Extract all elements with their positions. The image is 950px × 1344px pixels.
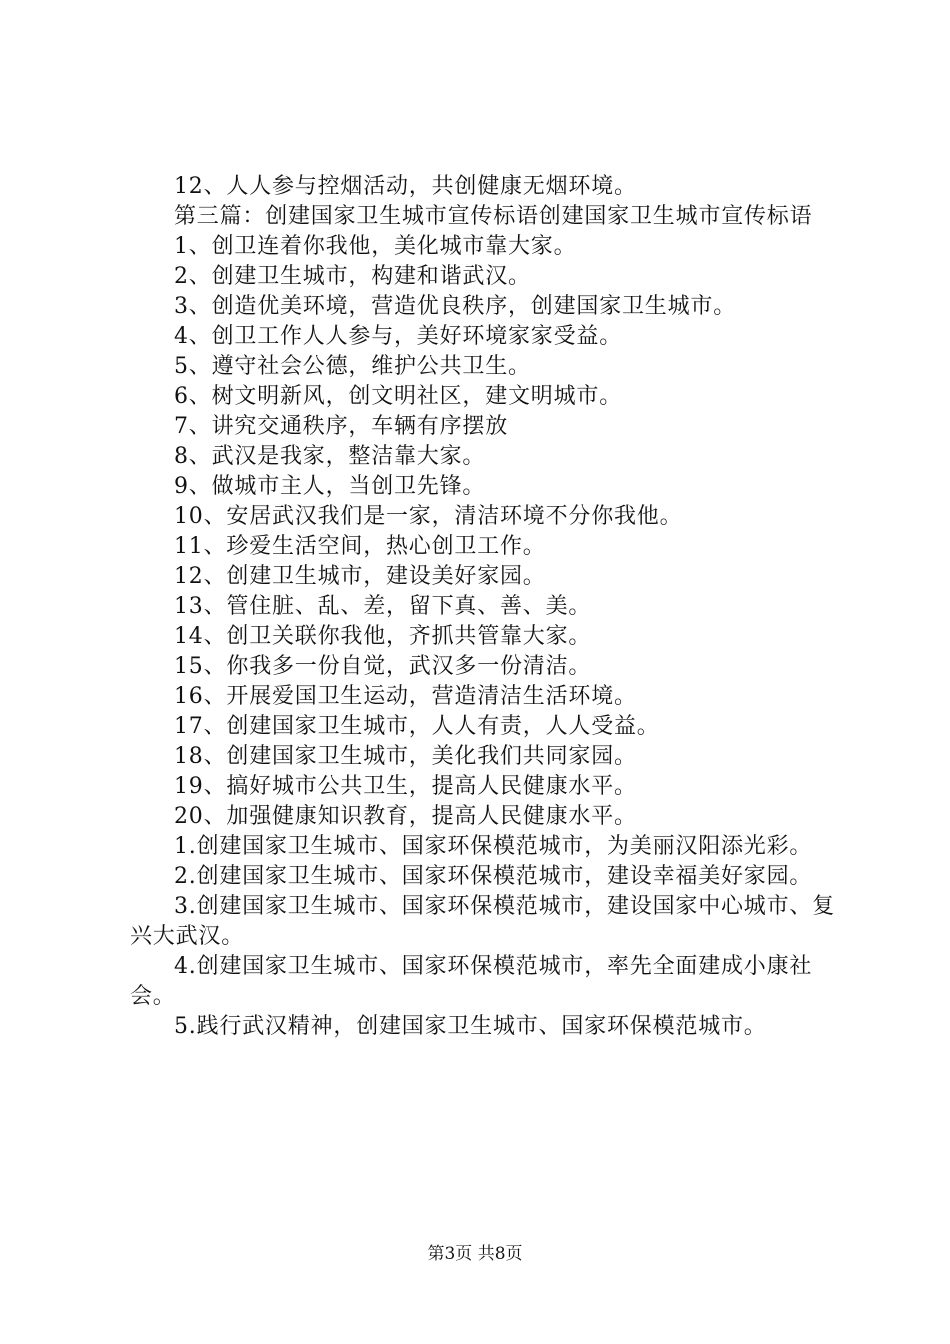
slogan-item: 4、创卫工作人人参与，美好环境家家受益。 xyxy=(174,324,622,349)
slogan-item: 3.创建国家卫生城市、国家环保模范城市，建设国家中心城市、复兴大武汉。 xyxy=(130,894,835,949)
slogan-item: 5、遵守社会公德，维护公共卫生。 xyxy=(174,354,531,379)
slogan-item: 15、你我多一份自觉，武汉多一份清洁。 xyxy=(174,654,592,679)
slogan-item: 18、创建国家卫生城市，美化我们共同家园。 xyxy=(174,744,637,769)
slogan-item: 12、创建卫生城市，建设美好家园。 xyxy=(174,564,546,589)
slogan-item: 1.创建国家卫生城市、国家环保模范城市，为美丽汉阳添光彩。 xyxy=(174,834,813,859)
slogan-item: 6、树文明新风，创文明社区，建文明城市。 xyxy=(174,384,622,409)
slogan-item: 7、讲究交通秩序，车辆有序摆放 xyxy=(174,414,508,439)
slogan-item: 4.创建国家卫生城市、国家环保模范城市，率先全面建成小康社会。 xyxy=(130,954,813,1009)
paragraph: 12、人人参与控烟活动，共创健康无烟环境。 xyxy=(174,174,637,199)
section-heading: 第三篇：创建国家卫生城市宣传标语创建国家卫生城市宣传标语 xyxy=(174,204,813,229)
page-number-footer: 第3页 共8页 xyxy=(427,1244,523,1264)
slogan-item: 2.创建国家卫生城市、国家环保模范城市，建设幸福美好家园。 xyxy=(174,864,813,889)
slogan-item: 16、开展爱国卫生运动，营造清洁生活环境。 xyxy=(174,684,637,709)
slogan-item: 9、做城市主人，当创卫先锋。 xyxy=(174,474,486,499)
slogan-item: 2、创建卫生城市，构建和谐武汉。 xyxy=(174,264,531,289)
slogan-item: 14、创卫关联你我他，齐抓共管靠大家。 xyxy=(174,624,592,649)
slogan-item: 19、搞好城市公共卫生，提高人民健康水平。 xyxy=(174,774,637,799)
slogan-item: 5.践行武汉精神，创建国家卫生城市、国家环保模范城市。 xyxy=(174,1014,767,1039)
slogan-item: 1、创卫连着你我他，美化城市靠大家。 xyxy=(174,234,577,259)
slogan-item: 10、安居武汉我们是一家，清洁环境不分你我他。 xyxy=(174,504,683,529)
slogan-item: 13、管住脏、乱、差，留下真、善、美。 xyxy=(174,594,592,619)
slogan-item: 8、武汉是我家，整洁靠大家。 xyxy=(174,444,486,469)
document-body xyxy=(130,172,850,1042)
slogan-item: 11、珍爱生活空间，热心创卫工作。 xyxy=(174,534,546,559)
slogan-item: 3、创造优美环境，营造优良秩序，创建国家卫生城市。 xyxy=(174,294,736,319)
slogan-item: 17、创建国家卫生城市，人人有责，人人受益。 xyxy=(174,714,660,739)
slogan-item: 20、加强健康知识教育，提高人民健康水平。 xyxy=(174,804,637,829)
